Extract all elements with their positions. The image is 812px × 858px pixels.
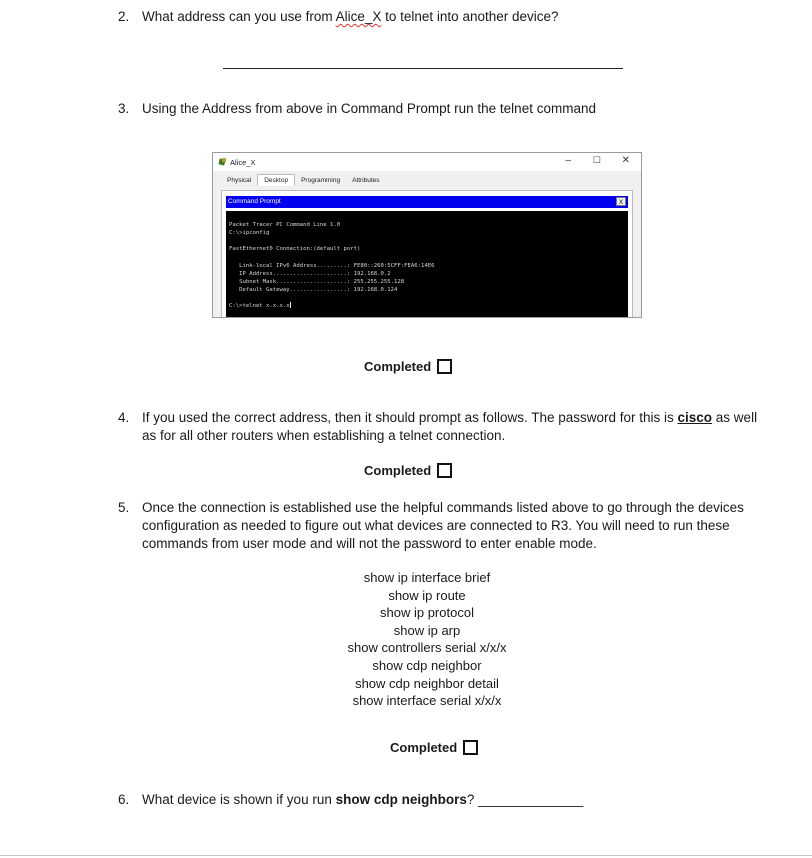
- console-line: Packet Tracer PC Command Line 1.0: [229, 222, 341, 229]
- command-item: show controllers serial x/x/x: [347, 640, 507, 656]
- console-line: [229, 253, 625, 261]
- maximize-icon: ☐: [592, 155, 601, 165]
- question-4-line-2: as for all other routers when establishing a telnet connection.: [142, 428, 506, 443]
- question-5-line-1: Once the connection is established use the helpful commands listed above to go through the devices: [142, 500, 744, 515]
- command-item: show cdp neighbor detail: [355, 675, 499, 691]
- alice-x-window-screenshot: [212, 152, 642, 318]
- tab-programming: Programming: [301, 177, 341, 184]
- window-tabs: [213, 171, 641, 186]
- window-titlebar: [213, 153, 641, 171]
- completed-checkbox-2: [364, 463, 452, 478]
- command-item: show cdp neighbor: [372, 657, 482, 673]
- command-item: show ip interface brief: [363, 570, 491, 585]
- command-item: show interface serial x/x/x: [352, 693, 502, 709]
- question-5-line-3: commands from user mode and will not the password to enter enable mode.: [142, 536, 597, 551]
- tab-attributes: Attributes: [352, 177, 380, 184]
- command-prompt-console: [226, 211, 628, 318]
- command-item: show ip route: [388, 587, 466, 603]
- console-line: [229, 294, 625, 302]
- password-cisco: cisco: [677, 410, 713, 425]
- completed-checkbox-1: [364, 359, 452, 374]
- page-bottom-edge: [0, 855, 812, 856]
- minimize-icon: –: [565, 155, 571, 166]
- command-prompt-close-button: X: [616, 197, 626, 206]
- console-line: Link-local IPv6 Address.........: FE80::260:5CFF:FEA6:14E6: [229, 262, 435, 269]
- question-5-text: [142, 499, 772, 553]
- question-4-line-1-start: If you used the correct address, then it should prompt as follows. The password for this is: [142, 410, 678, 425]
- question-4-text: [142, 409, 762, 445]
- question-4-number: 4.: [118, 410, 130, 425]
- command-prompt-title: Command Prompt: [228, 198, 281, 205]
- completed-label: Completed: [390, 740, 458, 755]
- command-item: show ip arp: [393, 622, 461, 638]
- tab-desktop: Desktop: [257, 174, 295, 186]
- console-line: [229, 237, 625, 245]
- question-5-line-2: configuration as needed to figure out what devices are connected to R3. You will need to run these: [142, 518, 730, 533]
- question-6-answer-blank: ? ______________: [466, 792, 584, 807]
- answer-line: [223, 68, 623, 69]
- question-2-number: 2.: [118, 9, 130, 24]
- question-6-text-start: What device is shown if you run: [142, 792, 336, 807]
- question-3-number: 3.: [118, 101, 130, 116]
- question-5-number: 5.: [118, 500, 130, 515]
- completed-checkbox-3: [390, 740, 478, 755]
- packet-tracer-icon: [219, 158, 227, 166]
- show-cdp-neighbors-command: show cdp neighbors: [335, 792, 467, 807]
- console-line: C:\>telnet x.x.x.x: [229, 303, 290, 310]
- checkbox-empty-icon[interactable]: [437, 359, 452, 374]
- tab-physical: Physical: [227, 177, 252, 184]
- question-6-number: 6.: [118, 792, 130, 807]
- text-cursor: [290, 302, 291, 308]
- question-3-text: Using the Address from above in Command Prompt run the telnet command: [142, 101, 596, 116]
- question-2-text: [142, 8, 559, 26]
- window-title: Alice_X: [230, 157, 256, 167]
- command-item: show ip protocol: [380, 605, 474, 621]
- question-4-line-1-end: as well: [712, 410, 758, 425]
- question-2-text-start: What address can you use from: [142, 9, 336, 24]
- completed-label: Completed: [364, 463, 432, 478]
- question-2-text-end: to telnet into another device?: [381, 9, 559, 24]
- console-line: Default Gateway.................: 192.168.0.124: [229, 286, 398, 293]
- console-line: IP Address......................: 192.168.0.2: [229, 270, 391, 277]
- console-line: Subnet Mask.....................: 255.255.255.128: [229, 278, 405, 285]
- close-icon: ✕: [621, 155, 630, 166]
- alice-x-name: Alice_X: [335, 9, 382, 24]
- completed-label: Completed: [364, 359, 432, 374]
- console-line: [229, 213, 625, 221]
- checkbox-empty-icon[interactable]: [437, 463, 452, 478]
- command-prompt-titlebar: [226, 196, 628, 208]
- question-4-line-1: [142, 409, 762, 427]
- commands-list: [300, 569, 554, 710]
- console-line: FastEthernet0 Connection:(default port): [229, 246, 361, 253]
- question-6-text: [142, 791, 583, 809]
- console-line: C:\>ipconfig: [229, 230, 270, 237]
- checkbox-empty-icon[interactable]: [463, 740, 478, 755]
